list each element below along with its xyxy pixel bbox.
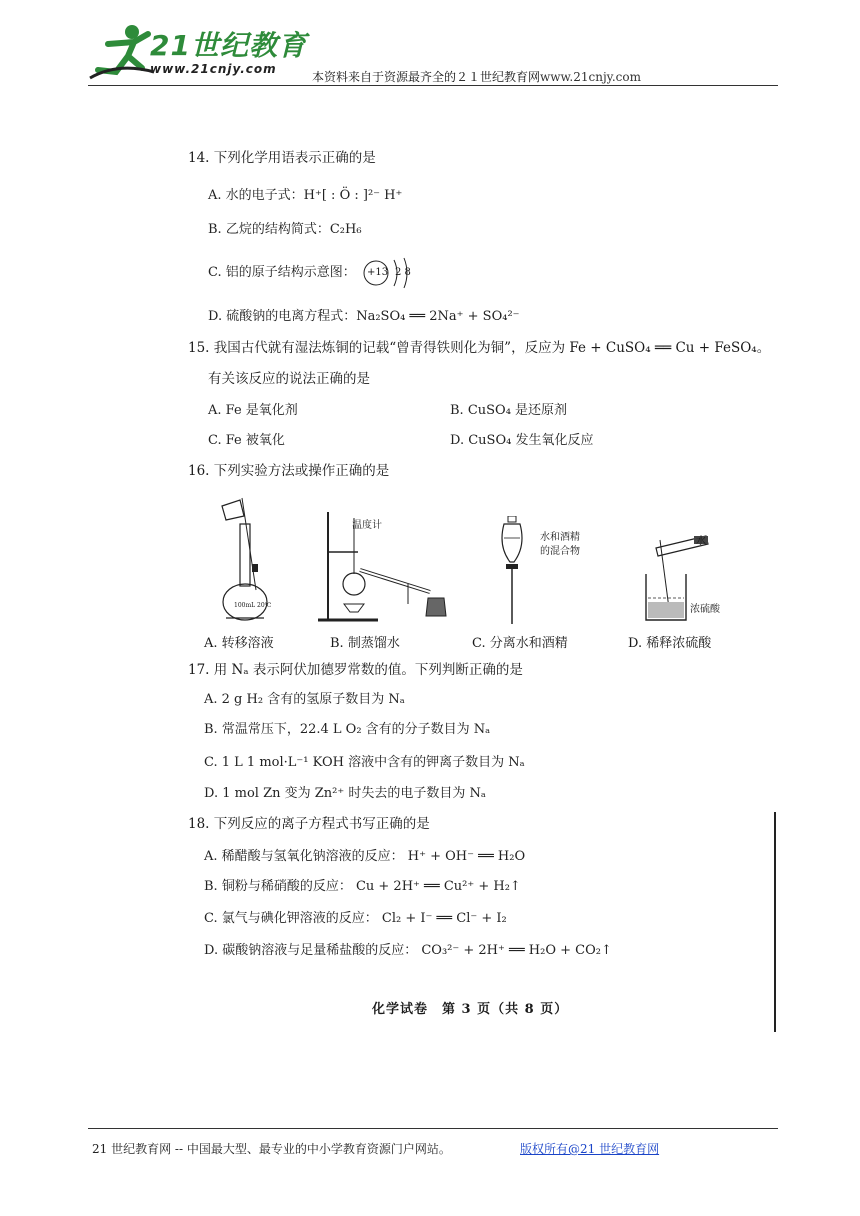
q17-option-a: A. 2 g H₂ 含有的氢原子数目为 Nₐ	[204, 692, 405, 707]
caption-c: C. 分离水和酒精	[472, 636, 568, 651]
apparatus-a-volumetric-flask	[210, 494, 280, 630]
q15-option-c: C. Fe 被氧化	[208, 433, 285, 448]
q18-option-d: D. 碳酸钠溶液与足量稀盐酸的反应： CO₃²⁻ + 2H⁺ ══ H₂O + CO₂↑	[204, 943, 612, 958]
logo-text: 21世纪教育	[150, 29, 307, 62]
apparatus-d-beaker	[642, 530, 722, 630]
q17-option-c: C. 1 L 1 mol·L⁻¹ KOH 溶液中含有的钾离子数目为 Nₐ	[204, 755, 525, 770]
caption-d: D. 稀释浓硫酸	[628, 636, 712, 651]
logo-url: www.21cnjy.com	[150, 62, 277, 76]
apparatus-b-distillation	[318, 512, 448, 628]
q18-option-b: B. 铜粉与稀硝酸的反应： Cu + 2H⁺ ══ Cu²⁺ + H₂↑	[204, 879, 521, 894]
apparatus-c-separatory-funnel	[492, 516, 532, 630]
header-divider	[88, 85, 778, 86]
q15-option-d: D. CuSO₄ 发生氧化反应	[450, 433, 594, 448]
q15-option-b: B. CuSO₄ 是还原剂	[450, 403, 568, 418]
q14-stem: 14. 下列化学用语表示正确的是	[188, 150, 376, 166]
q15-option-a: A. Fe 是氧化剂	[208, 403, 298, 418]
header-url[interactable]: www.21cnjy.com	[540, 70, 641, 84]
q15-stem-2: 有关该反应的说法正确的是	[208, 371, 370, 387]
mixture-label-1: 水和酒精	[540, 532, 580, 543]
header-note: 本资料来自于资源最齐全的２１世纪教育网www.21cnjy.com	[312, 70, 641, 84]
caption-b: B. 制蒸馏水	[330, 636, 400, 651]
q14-option-d: D. 硫酸钠的电离方程式：Na₂SO₄ ══ 2Na⁺ + SO₄²⁻	[208, 309, 520, 324]
q18-option-a: A. 稀醋酸与氢氧化钠溶液的反应： H⁺ + OH⁻ ══ H₂O	[204, 849, 526, 864]
q14-option-a: A. 水的电子式：H⁺[ : Ö : ]²⁻ H⁺	[208, 188, 403, 203]
q18-stem: 18. 下列反应的离子方程式书写正确的是	[188, 816, 430, 832]
sulfuric-acid-label: 浓硫酸	[690, 604, 720, 615]
q14-option-c: C. 铝的原子结构示意图：	[208, 265, 356, 280]
runner-logo-icon	[88, 22, 158, 80]
water-label: 水	[696, 536, 706, 547]
q17-option-b: B. 常温常压下，22.4 L O₂ 含有的分子数目为 Nₐ	[204, 722, 491, 737]
atom-shells-label: 2 8	[395, 267, 411, 278]
q15-stem: 15. 我国古代就有湿法炼铜的记载“曾青得铁则化为铜”，反应为 Fe + CuSO₄ ══ Cu + FeSO₄。	[188, 340, 771, 356]
q17-stem: 17. 用 Nₐ 表示阿伏加德罗常数的值。下列判断正确的是	[188, 662, 523, 678]
copyright-link[interactable]: 版权所有@21 世纪教育网	[520, 1142, 660, 1156]
q17-option-d: D. 1 mol Zn 变为 Zn²⁺ 时失去的电子数目为 Nₐ	[204, 786, 486, 801]
flask-label: 100mL 20℃	[234, 602, 272, 609]
q14-option-b: B. 乙烷的结构简式：C₂H₆	[208, 222, 362, 237]
caption-a: A. 转移溶液	[204, 636, 274, 651]
mixture-label-2: 的混合物	[540, 546, 580, 557]
q16-stem: 16. 下列实验方法或操作正确的是	[188, 463, 390, 479]
page-number: 化学试卷 第 3 页（共 8 页）	[372, 1002, 569, 1017]
side-margin-line	[774, 812, 776, 1032]
atom-nucleus-label: +13	[367, 267, 389, 278]
footer-divider	[88, 1128, 778, 1129]
q18-option-c: C. 氯气与碘化钾溶液的反应： Cl₂ + I⁻ ══ Cl⁻ + I₂	[204, 911, 507, 926]
thermometer-label: 温度计	[352, 520, 382, 531]
footer-text: 21 世纪教育网 -- 中国最大型、最专业的中小学教育资源门户网站。	[92, 1142, 451, 1156]
